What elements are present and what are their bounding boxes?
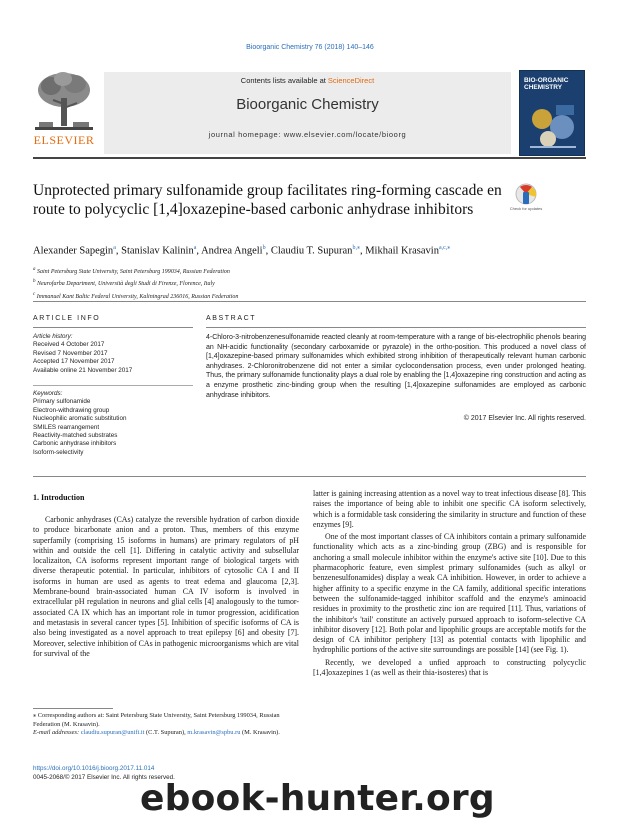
- contents-availability: Contents lists available at ScienceDirect: [240, 76, 375, 85]
- article-title: Unprotected primary sulfonamide group facilitates ring-forming cascade en route to polycyclic [1,4]oxazepine-based carbonic anhydrase inhibitors: [33, 182, 502, 218]
- email-link[interactable]: claudiu.supuran@unifi.it: [80, 729, 145, 737]
- author-name[interactable]: Alexander Sapegin: [33, 245, 114, 257]
- doi-link[interactable]: https://doi.org/10.1016/j.bioorg.2017.11.014: [33, 765, 155, 772]
- affiliation-item: $^a$ Saint Petersburg State University, Saint Petersburg 199034, Russian Federation: [33, 267, 230, 275]
- keyword-item: Primary sulfonamide: [33, 398, 91, 406]
- abstract-divider: [206, 327, 586, 328]
- history-label: Article history:: [33, 333, 73, 340]
- body-paragraph: Carbonic anhydrases (CAs) catalyze the reversible hydration of carbon dioxide to produce bicarbonate anion and a proton. Thus, members of this enzyme superfamily (comprising 15 isoforms in humans) are primary regulators of pH within and outside the cell [1]. Differing in catalytic activity and subsellular localizaiton, CA isoforms represent important range of biological targets with diverse therapeutic potential. In particular, inhibitors of cytosolic CA I and II isoforms in human are used as agents to treat edema and glaucoma [2,3]. Membrane-bound brain-associated human CA IV isoform is involved in extracellular pH regulation in neurons and glial cells [4] analogously to the tumor-associated CA IX which has an important role in tumor progression, acidification and metastasis in several cancer types [5]. Inhibition of specific isoforms of CA is also being investigated as a novel approach to treat epilepsy [6] and obesity [7]. Moreover, selective inhibition of CAs in pathogenic microorganisms which are vital for survival of the: [33, 515, 299, 658]
- keyword-item: SMILES rearrangement: [33, 423, 100, 431]
- email-note: E-mail addresses: claudiu.supuran@unifi.it (C.T. Supuran), m.krasavin@spbu.ru (M. Krasavin).: [33, 729, 280, 737]
- corresponding-author-note: ⁎ Corresponding authors at: Saint Petersburg State University, Saint Petersburg 199034, Russian Federation (M. Krasavin).: [33, 712, 280, 728]
- keyword-item: Carbonic anhydrase inhibitors: [33, 440, 117, 448]
- history-item: Received 4 October 2017: [33, 341, 105, 349]
- author-list: Alexander Sapegin$^a$, Stanislav Kalinin$^a$, Andrea Angeli$^b$, Claudiu T. Supuran$^{b,⁎}$, Mikhail Krasavin$^{a,c,⁎}$: [33, 245, 451, 257]
- cover-artwork: [526, 101, 580, 151]
- body-paragraph: latter is gaining increasing attention as a novel way to treat infectious disease [8]. This raises the importance of being able to inhibit one specific CA isoform selectively, which is a formidable task considering the similarity in structure and function of these enzymes [9].: [313, 489, 586, 529]
- footnote-divider: [33, 708, 113, 709]
- introduction-heading: 1. Introduction: [33, 493, 85, 502]
- header-divider: [33, 157, 586, 159]
- cover-title: BIO-ORGANIC CHEMISTRY: [524, 77, 569, 91]
- author-name[interactable]: Claudiu T. Supuran: [270, 245, 353, 257]
- crossmark-label: Check for updates: [509, 206, 543, 211]
- keyword-item: Electron-withdrawing group: [33, 406, 110, 414]
- history-item: Accepted 17 November 2017: [33, 358, 115, 366]
- journal-name: Bioorganic Chemistry: [236, 96, 379, 113]
- affiliation-item: $^c$ Immanuel Kant Baltic Federal University, Kaliningrad 236016, Russian Federation: [33, 291, 239, 300]
- abstract-heading: ABSTRACT: [206, 315, 257, 322]
- journal-cover-thumbnail[interactable]: [519, 70, 585, 156]
- sciencedirect-link[interactable]: ScienceDirect: [327, 76, 375, 85]
- keyword-list: [33, 390, 193, 457]
- journal-homepage-link[interactable]: www.elsevier.com/locate/bioorg: [283, 130, 407, 139]
- issn-line: 0045-2068/© 2017 Elsevier Inc. All rights reserved.: [33, 773, 175, 781]
- elsevier-wordmark: ELSEVIER: [33, 133, 95, 147]
- keywords-divider: [33, 385, 193, 386]
- abstract-copyright: © 2017 Elsevier Inc. All rights reserved.: [463, 415, 586, 422]
- history-item: Available online 21 November 2017: [33, 366, 133, 374]
- author-name[interactable]: Stanislav Kalinin: [121, 245, 194, 257]
- author-affiliation-marker[interactable]: b,⁎: [352, 245, 360, 251]
- body-paragraph: Recently, we developed a unfied approach to constructing polycyclic [1,4]oxazepines 1 (as well as their thia-isosteres) that is: [313, 657, 586, 678]
- article-history: [33, 333, 193, 375]
- author-name[interactable]: Andrea Angeli: [201, 245, 263, 257]
- section-divider: [33, 301, 586, 302]
- watermark-text: ebook-hunter.org: [140, 778, 495, 819]
- crossmark-icon[interactable]: [512, 183, 540, 217]
- body-paragraph: One of the most important classes of CA inhibitors contain a primary sulfonamide functionality which acts as a zinc-binding group (ZBG) and is responsible for anchoring a small molecule inhibitor within the enzyme's active site [10]. Due to this pharmacophoric feature, even simplest primary sulfonamides (such as alkyl or benzenesulfonamides) display a weak CA inhibition. However, in order to achieve a higher affinity to a specific enzyme in the CA family, additional specific interations between the sulfonamide-tagged inhibitor scaffold and the enzyme's aminoacid residues in proximity to the prosthetic zinc ion are required [11]. Thus, variations of the inhibitor's 'tail' constitute an actively pursued approach to isoform-selective CA inhibitor disovery [12]. Both polar and lipophilic groups are acceptable motifs for the design of CA inhibitor periphery [13] as potential contacts with lipophilic and hydrophilic portions of the active site surroundings are possible [14] (see Fig. 1).: [313, 532, 586, 655]
- author-affiliation-marker[interactable]: b: [262, 245, 266, 251]
- journal-citation[interactable]: Bioorganic Chemistry 76 (2018) 140–146: [246, 44, 374, 51]
- keyword-item: Isoform-selectivity: [33, 448, 84, 456]
- author-name[interactable]: Mikhail Krasavin: [365, 245, 439, 257]
- footnotes: [33, 712, 299, 738]
- article-info-heading: ARTICLE INFO: [33, 315, 101, 322]
- email-link[interactable]: m.krasavin@spbu.ru: [187, 729, 241, 737]
- journal-homepage: journal homepage: www.elsevier.com/locate/bioorg: [208, 130, 407, 139]
- author-affiliation-marker[interactable]: a: [193, 245, 197, 251]
- affiliation-list: [33, 265, 586, 302]
- keyword-item: Reactivity-matched substrates: [33, 432, 118, 440]
- body-column-left: [33, 515, 299, 659]
- body-divider: [33, 476, 586, 477]
- author-affiliation-marker[interactable]: a,c,⁎: [438, 245, 451, 251]
- author-affiliation-marker[interactable]: a: [113, 245, 116, 251]
- body-column-right: [313, 489, 586, 680]
- affiliation-item: $^b$ Neurofarba Department, Università degli Studi di Firenze, Florence, Italy: [33, 279, 215, 288]
- keyword-item: Nucleophilic aromatic substitution: [33, 415, 127, 423]
- article-info-divider: [33, 327, 193, 328]
- keywords-label: Keywords:: [33, 390, 63, 397]
- history-item: Revised 7 November 2017: [33, 349, 108, 357]
- abstract-text: 4-Chloro-3-nitrobenzenesulfonamide reacted cleanly at room-temperature with a range of bis-electrophilic phenols bearing an NH-acidic functionality (secondary carboxamide or pyrazole) in the ortho-position. This produced a novel class of [1,4]oxazepine-based primary sulfonamides which exhibited strong inhibition of therapeutically relevant human carbonic anhydrases. 2-Chloronitrobenzene did not enter a similar cyclocondensation process, even under prolonged heating. Thus, the primary sulfonamide functionality plays a dual role by enabling the [1,4]oxazepine ring construction and acting as a enzyme prosthetic zinc-binding group when the resulting [1,4]oxazepine sulfonamides are employed as carbonic anhydrase inhibitors.: [206, 334, 586, 399]
